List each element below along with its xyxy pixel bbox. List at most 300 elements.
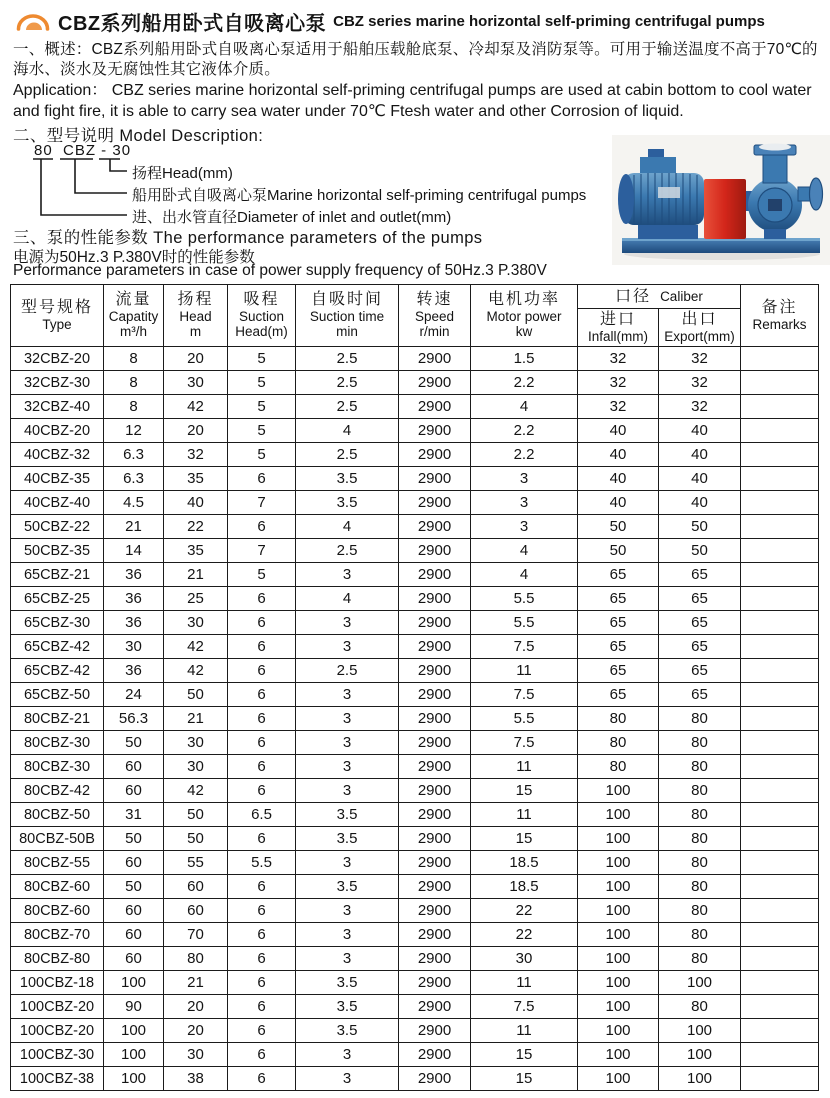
cell-type: 80CBZ-42 (11, 779, 104, 803)
cell-head: 30 (164, 1043, 228, 1067)
cell-capacity: 14 (104, 539, 164, 563)
cell-remarks (741, 347, 819, 371)
cell-suction: 7 (228, 491, 296, 515)
cell-infall: 100 (578, 851, 659, 875)
cell-type: 100CBZ-18 (11, 971, 104, 995)
table-row (11, 1067, 819, 1091)
table-row (11, 1019, 819, 1043)
cell-type: 40CBZ-32 (11, 443, 104, 467)
cell-head: 20 (164, 1019, 228, 1043)
model-label-series: 船用卧式自吸离心泵Marine horizontal self-priming centrifugal pumps (132, 187, 587, 204)
cell-infall: 80 (578, 707, 659, 731)
cell-infall: 40 (578, 443, 659, 467)
cell-motor-power: 7.5 (471, 683, 578, 707)
cell-suction: 5 (228, 563, 296, 587)
cell-remarks (741, 1067, 819, 1091)
cell-remarks (741, 419, 819, 443)
cell-remarks (741, 899, 819, 923)
cell-export: 80 (659, 875, 741, 899)
cell-remarks (741, 635, 819, 659)
cell-infall: 65 (578, 683, 659, 707)
cell-type: 40CBZ-40 (11, 491, 104, 515)
cell-export: 80 (659, 851, 741, 875)
cell-remarks (741, 371, 819, 395)
cell-type: 80CBZ-80 (11, 947, 104, 971)
cell-type: 80CBZ-50 (11, 803, 104, 827)
cell-capacity: 60 (104, 947, 164, 971)
cell-suction: 6 (228, 587, 296, 611)
cell-capacity: 100 (104, 1043, 164, 1067)
cell-suction-time: 3 (296, 779, 399, 803)
cell-motor-power: 11 (471, 755, 578, 779)
cell-speed: 2900 (399, 803, 471, 827)
cell-motor-power: 4 (471, 563, 578, 587)
cell-suction: 6 (228, 899, 296, 923)
cell-type: 65CBZ-50 (11, 683, 104, 707)
cell-head: 38 (164, 1067, 228, 1091)
cell-motor-power: 5.5 (471, 611, 578, 635)
cell-suction-time: 3 (296, 635, 399, 659)
table-row (11, 443, 819, 467)
cell-head: 35 (164, 467, 228, 491)
table-row (11, 491, 819, 515)
cell-capacity: 8 (104, 395, 164, 419)
col-type-header: 型号规格 Type (11, 285, 104, 347)
cell-motor-power: 4 (471, 539, 578, 563)
cell-export: 40 (659, 491, 741, 515)
cell-infall: 40 (578, 467, 659, 491)
cell-remarks (741, 995, 819, 1019)
cell-type: 40CBZ-35 (11, 467, 104, 491)
cell-infall: 32 (578, 395, 659, 419)
cell-type: 80CBZ-60 (11, 899, 104, 923)
cell-infall: 80 (578, 755, 659, 779)
cell-infall: 100 (578, 779, 659, 803)
cell-motor-power: 7.5 (471, 635, 578, 659)
cell-head: 50 (164, 683, 228, 707)
cell-suction-time: 4 (296, 587, 399, 611)
cell-remarks (741, 683, 819, 707)
cell-head: 20 (164, 995, 228, 1019)
cell-capacity: 8 (104, 371, 164, 395)
cell-suction-time: 3 (296, 563, 399, 587)
cell-capacity: 100 (104, 1067, 164, 1091)
cell-speed: 2900 (399, 563, 471, 587)
cell-export: 32 (659, 347, 741, 371)
cell-head: 21 (164, 707, 228, 731)
cell-infall: 65 (578, 563, 659, 587)
cell-type: 80CBZ-55 (11, 851, 104, 875)
cell-remarks (741, 491, 819, 515)
cell-head: 25 (164, 587, 228, 611)
cell-suction: 6 (228, 635, 296, 659)
table-row (11, 587, 819, 611)
table-row (11, 875, 819, 899)
cell-capacity: 36 (104, 659, 164, 683)
pump-photo (612, 135, 830, 265)
cell-speed: 2900 (399, 611, 471, 635)
col-export-header: 出口 Export(mm) (659, 309, 741, 347)
cell-motor-power: 15 (471, 827, 578, 851)
cell-speed: 2900 (399, 731, 471, 755)
table-row (11, 1043, 819, 1067)
table-row (11, 395, 819, 419)
cell-speed: 2900 (399, 347, 471, 371)
col-motor-power-header: 电机功率 Motor power kw (471, 285, 578, 347)
cell-motor-power: 11 (471, 971, 578, 995)
cell-infall: 100 (578, 1067, 659, 1091)
application-paragraph-en: Application： CBZ series marine horizontal self-priming centrifugal pumps are used at cabin bottom to cool water and fight fire, it is able to carry sea water under 70℃ Ftesh water and other Corrosion of liquid. (13, 82, 812, 120)
table-row (11, 995, 819, 1019)
cell-suction: 5.5 (228, 851, 296, 875)
cell-type: 32CBZ-20 (11, 347, 104, 371)
cell-motor-power: 2.2 (471, 371, 578, 395)
cell-motor-power: 7.5 (471, 995, 578, 1019)
cell-export: 100 (659, 1019, 741, 1043)
cell-export: 80 (659, 827, 741, 851)
cell-speed: 2900 (399, 395, 471, 419)
cell-type: 100CBZ-38 (11, 1067, 104, 1091)
cell-remarks (741, 1043, 819, 1067)
table-body (11, 347, 819, 1091)
cell-speed: 2900 (399, 995, 471, 1019)
cell-export: 40 (659, 467, 741, 491)
cell-speed: 2900 (399, 923, 471, 947)
cell-infall: 40 (578, 419, 659, 443)
cell-type: 32CBZ-30 (11, 371, 104, 395)
cell-capacity: 90 (104, 995, 164, 1019)
cell-motor-power: 3 (471, 515, 578, 539)
cell-head: 30 (164, 611, 228, 635)
cell-remarks (741, 563, 819, 587)
cell-speed: 2900 (399, 1067, 471, 1091)
cell-infall: 65 (578, 611, 659, 635)
cell-head: 35 (164, 539, 228, 563)
cell-suction: 6 (228, 755, 296, 779)
cell-type: 80CBZ-50B (11, 827, 104, 851)
cell-type: 100CBZ-20 (11, 995, 104, 1019)
cell-head: 20 (164, 419, 228, 443)
cell-capacity: 21 (104, 515, 164, 539)
table-row (11, 779, 819, 803)
cell-motor-power: 22 (471, 923, 578, 947)
cell-speed: 2900 (399, 971, 471, 995)
cell-suction-time: 2.5 (296, 659, 399, 683)
cell-speed: 2900 (399, 635, 471, 659)
table-row (11, 683, 819, 707)
table-row (11, 827, 819, 851)
cell-export: 65 (659, 683, 741, 707)
cell-export: 65 (659, 611, 741, 635)
cell-export: 32 (659, 395, 741, 419)
cell-capacity: 8 (104, 347, 164, 371)
cell-capacity: 60 (104, 851, 164, 875)
col-head-header: 扬程 Head m (164, 285, 228, 347)
cell-type: 100CBZ-30 (11, 1043, 104, 1067)
cell-suction-time: 3.5 (296, 827, 399, 851)
cell-suction: 6 (228, 995, 296, 1019)
cell-type: 65CBZ-21 (11, 563, 104, 587)
cell-speed: 2900 (399, 371, 471, 395)
cell-type: 65CBZ-25 (11, 587, 104, 611)
cell-speed: 2900 (399, 827, 471, 851)
cell-motor-power: 4 (471, 395, 578, 419)
cell-speed: 2900 (399, 1043, 471, 1067)
page-title-en: CBZ series marine horizontal self-priming centrifugal pumps (333, 13, 765, 30)
cell-capacity: 36 (104, 563, 164, 587)
cell-suction-time: 3 (296, 899, 399, 923)
cell-remarks (741, 803, 819, 827)
cell-capacity: 50 (104, 731, 164, 755)
cell-export: 65 (659, 659, 741, 683)
cell-speed: 2900 (399, 539, 471, 563)
cell-type: 40CBZ-20 (11, 419, 104, 443)
cell-head: 60 (164, 875, 228, 899)
table-row (11, 635, 819, 659)
cell-export: 40 (659, 419, 741, 443)
cell-motor-power: 18.5 (471, 851, 578, 875)
table-row (11, 515, 819, 539)
cell-remarks (741, 827, 819, 851)
cell-capacity: 30 (104, 635, 164, 659)
cell-suction: 6 (228, 659, 296, 683)
page-header (15, 7, 820, 36)
section-model-heading: 二、型号说明 Model Description: (13, 127, 264, 145)
cell-speed: 2900 (399, 683, 471, 707)
cell-motor-power: 1.5 (471, 347, 578, 371)
table-row (11, 899, 819, 923)
cell-export: 80 (659, 803, 741, 827)
cell-suction-time: 3 (296, 731, 399, 755)
cell-speed: 2900 (399, 779, 471, 803)
cell-head: 22 (164, 515, 228, 539)
cell-suction-time: 3.5 (296, 491, 399, 515)
cell-speed: 2900 (399, 875, 471, 899)
cell-type: 65CBZ-42 (11, 659, 104, 683)
cell-head: 42 (164, 779, 228, 803)
cell-suction-time: 3.5 (296, 875, 399, 899)
model-description-diagram (14, 142, 634, 228)
cell-speed: 2900 (399, 707, 471, 731)
cell-suction: 5 (228, 443, 296, 467)
cell-suction-time: 3 (296, 851, 399, 875)
cell-suction-time: 4 (296, 515, 399, 539)
cell-remarks (741, 971, 819, 995)
cell-suction-time: 3.5 (296, 1019, 399, 1043)
cell-remarks (741, 851, 819, 875)
cell-remarks (741, 443, 819, 467)
cell-suction-time: 2.5 (296, 443, 399, 467)
cell-motor-power: 2.2 (471, 419, 578, 443)
table-row (11, 755, 819, 779)
cell-head: 20 (164, 347, 228, 371)
cell-motor-power: 5.5 (471, 707, 578, 731)
cell-export: 65 (659, 635, 741, 659)
power-note-en: Performance parameters in case of power supply frequency of 50Hz.3 P.380V (13, 262, 547, 279)
col-speed-header: 转速 Speed r/min (399, 285, 471, 347)
cell-speed: 2900 (399, 515, 471, 539)
table-row (11, 611, 819, 635)
cell-suction: 6 (228, 779, 296, 803)
cell-infall: 100 (578, 971, 659, 995)
cell-remarks (741, 779, 819, 803)
cell-head: 30 (164, 371, 228, 395)
cell-infall: 100 (578, 1019, 659, 1043)
cell-head: 21 (164, 563, 228, 587)
cell-infall: 32 (578, 371, 659, 395)
table-row (11, 707, 819, 731)
cell-capacity: 4.5 (104, 491, 164, 515)
cell-suction-time: 3.5 (296, 803, 399, 827)
table-row (11, 803, 819, 827)
cell-suction-time: 2.5 (296, 347, 399, 371)
parameters-table (10, 284, 819, 1091)
table-row (11, 347, 819, 371)
cell-motor-power: 22 (471, 899, 578, 923)
cell-remarks (741, 947, 819, 971)
cell-head: 42 (164, 659, 228, 683)
cell-capacity: 56.3 (104, 707, 164, 731)
cell-type: 100CBZ-20 (11, 1019, 104, 1043)
cell-motor-power: 11 (471, 659, 578, 683)
col-capacity-header: 流量 Capatity m³/h (104, 285, 164, 347)
cell-capacity: 24 (104, 683, 164, 707)
cell-suction: 6 (228, 707, 296, 731)
cell-export: 100 (659, 1067, 741, 1091)
cell-suction-time: 4 (296, 419, 399, 443)
cell-infall: 100 (578, 875, 659, 899)
cell-head: 42 (164, 395, 228, 419)
cell-export: 80 (659, 707, 741, 731)
cell-export: 80 (659, 755, 741, 779)
table-row (11, 923, 819, 947)
table-row (11, 851, 819, 875)
cell-suction-time: 2.5 (296, 371, 399, 395)
cell-suction: 6 (228, 611, 296, 635)
cell-remarks (741, 731, 819, 755)
cell-export: 50 (659, 515, 741, 539)
table-row (11, 971, 819, 995)
cell-remarks (741, 467, 819, 491)
cell-motor-power: 18.5 (471, 875, 578, 899)
cell-remarks (741, 707, 819, 731)
cell-capacity: 60 (104, 779, 164, 803)
cell-motor-power: 15 (471, 1043, 578, 1067)
cell-speed: 2900 (399, 659, 471, 683)
cell-motor-power: 15 (471, 1067, 578, 1091)
cell-capacity: 100 (104, 1019, 164, 1043)
cell-suction-time: 3 (296, 923, 399, 947)
cell-head: 55 (164, 851, 228, 875)
cell-infall: 65 (578, 587, 659, 611)
cell-head: 30 (164, 731, 228, 755)
cell-export: 80 (659, 995, 741, 1019)
cell-head: 50 (164, 827, 228, 851)
cell-motor-power: 5.5 (471, 587, 578, 611)
cell-export: 40 (659, 443, 741, 467)
cell-suction-time: 2.5 (296, 539, 399, 563)
cell-type: 80CBZ-60 (11, 875, 104, 899)
cell-export: 80 (659, 731, 741, 755)
cell-remarks (741, 755, 819, 779)
cell-suction-time: 3 (296, 755, 399, 779)
cell-type: 32CBZ-40 (11, 395, 104, 419)
brand-arc-icon (15, 9, 51, 34)
cell-suction-time: 3 (296, 1067, 399, 1091)
cell-speed: 2900 (399, 587, 471, 611)
table-row (11, 539, 819, 563)
cell-export: 32 (659, 371, 741, 395)
cell-remarks (741, 395, 819, 419)
cell-remarks (741, 539, 819, 563)
cell-head: 42 (164, 635, 228, 659)
cell-type: 80CBZ-30 (11, 731, 104, 755)
cell-infall: 100 (578, 947, 659, 971)
cell-head: 60 (164, 899, 228, 923)
section-performance-heading: 三、泵的性能参数 The performance parameters of the pumps (13, 229, 483, 247)
cell-suction: 6 (228, 467, 296, 491)
cell-export: 100 (659, 1043, 741, 1067)
cell-export: 65 (659, 587, 741, 611)
cell-capacity: 6.3 (104, 443, 164, 467)
cell-capacity: 36 (104, 611, 164, 635)
cell-suction-time: 3 (296, 1043, 399, 1067)
cell-head: 32 (164, 443, 228, 467)
cell-capacity: 60 (104, 899, 164, 923)
cell-type: 50CBZ-35 (11, 539, 104, 563)
col-remarks-header: 备注 Remarks (741, 285, 819, 347)
cell-remarks (741, 515, 819, 539)
cell-speed: 2900 (399, 467, 471, 491)
col-caliber-header: 口径 Caliber (578, 285, 741, 309)
cell-speed: 2900 (399, 491, 471, 515)
cell-capacity: 60 (104, 923, 164, 947)
cell-suction: 5 (228, 395, 296, 419)
cell-type: 80CBZ-21 (11, 707, 104, 731)
cell-motor-power: 11 (471, 1019, 578, 1043)
cell-speed: 2900 (399, 419, 471, 443)
cell-suction: 6 (228, 1067, 296, 1091)
table-row (11, 659, 819, 683)
cell-export: 80 (659, 779, 741, 803)
cell-suction-time: 3 (296, 947, 399, 971)
cell-remarks (741, 659, 819, 683)
power-note-zh: 电源为50Hz.3 P.380V时的性能参数 (13, 249, 255, 266)
table-row (11, 563, 819, 587)
cell-motor-power: 3 (471, 467, 578, 491)
cell-remarks (741, 587, 819, 611)
cell-motor-power: 3 (471, 491, 578, 515)
cell-suction-time: 3 (296, 611, 399, 635)
cell-type: 65CBZ-42 (11, 635, 104, 659)
cell-remarks (741, 875, 819, 899)
col-suction-header: 吸程 Suction Head(m) (228, 285, 296, 347)
cell-remarks (741, 923, 819, 947)
cell-suction-time: 3 (296, 707, 399, 731)
cell-suction: 5 (228, 347, 296, 371)
model-label-diameter: 进、出水管直径Diameter of inlet and outlet(mm) (132, 209, 452, 226)
cell-infall: 100 (578, 923, 659, 947)
cell-infall: 100 (578, 803, 659, 827)
cell-motor-power: 11 (471, 803, 578, 827)
cell-motor-power: 7.5 (471, 731, 578, 755)
cell-capacity: 12 (104, 419, 164, 443)
cell-head: 21 (164, 971, 228, 995)
cell-capacity: 36 (104, 587, 164, 611)
model-code: 80 CBZ - 30 (34, 142, 132, 159)
cell-type: 65CBZ-30 (11, 611, 104, 635)
cell-speed: 2900 (399, 947, 471, 971)
